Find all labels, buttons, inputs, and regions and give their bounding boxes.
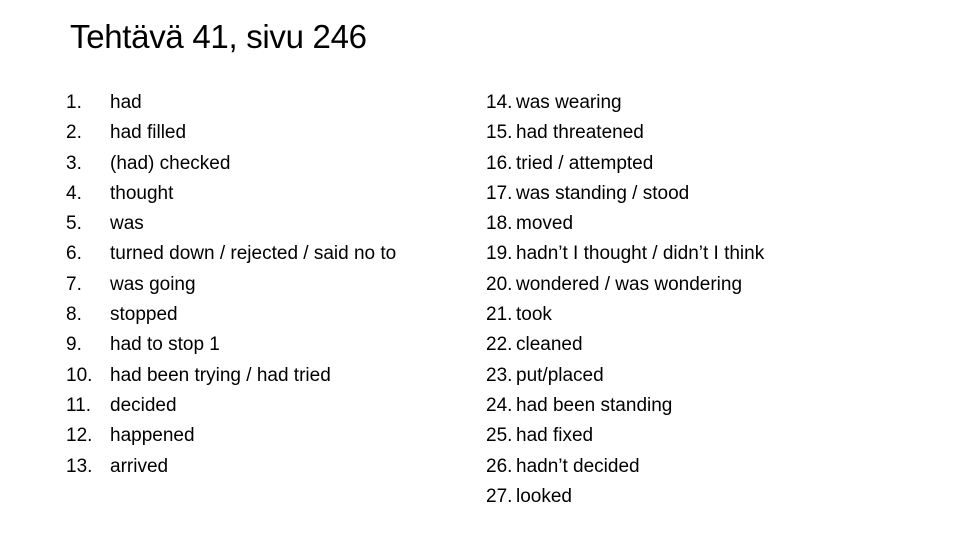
list-item-number: 7. (66, 273, 82, 295)
list-item-text: looked (516, 485, 572, 507)
list-item (66, 239, 486, 269)
list-item-text: had fixed (516, 425, 594, 447)
list-item-text: happened (110, 425, 195, 447)
list-item-text: hadn’t I thought / didn’t I think (516, 243, 765, 265)
list-item-number: 18. (486, 213, 513, 235)
list-item-number: 21. (486, 304, 513, 326)
list-item-number: 12. (66, 425, 93, 447)
list-item-number: 9. (66, 334, 82, 356)
list-item-number: 3. (66, 152, 82, 174)
list-item (66, 179, 486, 209)
list-item (486, 88, 916, 118)
answer-columns (66, 88, 926, 512)
list-item (486, 452, 916, 482)
list-item-number: 10. (66, 364, 93, 386)
list-item-text: decided (110, 394, 177, 416)
list-item-text: had threatened (516, 122, 644, 144)
list-item-number: 19. (486, 243, 513, 265)
list-item (486, 118, 916, 148)
list-item-number: 22. (486, 334, 513, 356)
list-item-number: 6. (66, 243, 82, 265)
list-item-text: took (516, 304, 552, 326)
list-item-text: (had) checked (110, 152, 231, 174)
list-item-text: was standing / stood (516, 182, 690, 204)
list-item-text: arrived (110, 455, 169, 477)
list-item-number: 27. (486, 485, 513, 507)
list-item (486, 391, 916, 421)
list-item (66, 88, 486, 118)
list-item-text: wondered / was wondering (516, 273, 743, 295)
list-item-text: was going (110, 273, 196, 295)
list-item (66, 421, 486, 451)
list-item-text: moved (516, 213, 574, 235)
list-item (486, 330, 916, 360)
list-item-number: 5. (66, 213, 82, 235)
list-item-text: had (110, 92, 142, 113)
list-item (486, 361, 916, 391)
list-item-text: had to stop 1 (110, 334, 220, 356)
list-item (66, 330, 486, 360)
list-item (66, 452, 486, 482)
list-item-number: 26. (486, 455, 513, 477)
list-item-text: hadn’t decided (516, 455, 640, 477)
page-title: Tehtävä 41, sivu 246 (70, 18, 367, 55)
answer-list-left (66, 88, 486, 482)
list-item-number: 13. (66, 455, 93, 477)
list-item-number: 4. (66, 182, 82, 204)
list-item (66, 118, 486, 148)
list-item (486, 421, 916, 451)
list-item-number: 14. (486, 92, 513, 113)
list-item (66, 209, 486, 239)
list-item (486, 209, 916, 239)
list-item (486, 239, 916, 269)
list-item (486, 270, 916, 300)
list-item-text: cleaned (516, 334, 583, 356)
list-item-number: 24. (486, 394, 513, 416)
list-item-text: had been trying / had tried (110, 364, 331, 386)
list-item-text: tried / attempted (516, 152, 654, 174)
list-item-number: 2. (66, 122, 82, 144)
list-item (66, 361, 486, 391)
list-item (66, 270, 486, 300)
list-item-number: 15. (486, 122, 513, 144)
list-item-number: 8. (66, 304, 82, 326)
list-item (486, 482, 916, 512)
list-item-number: 11. (66, 394, 92, 416)
list-item-text: turned down / rejected / said no to (110, 243, 397, 265)
list-item-number: 25. (486, 425, 513, 447)
list-item (486, 300, 916, 330)
list-item-text: stopped (110, 304, 178, 326)
list-item-text: had filled (110, 122, 187, 144)
list-item-text: put/placed (516, 364, 604, 386)
list-item (486, 149, 916, 179)
list-item-number: 17. (486, 182, 513, 204)
list-item-number: 20. (486, 273, 513, 295)
list-item-number: 1. (66, 92, 82, 113)
list-item-number: 16. (486, 152, 513, 174)
list-item-text: was (110, 213, 144, 235)
list-item-text: had been standing (516, 394, 673, 416)
list-item (66, 300, 486, 330)
list-item (66, 149, 486, 179)
answer-list-right (486, 88, 916, 512)
list-item-text: was wearing (516, 92, 622, 113)
list-item (486, 179, 916, 209)
list-item-number: 23. (486, 364, 513, 386)
list-item (66, 391, 486, 421)
list-item-text: thought (110, 182, 174, 204)
